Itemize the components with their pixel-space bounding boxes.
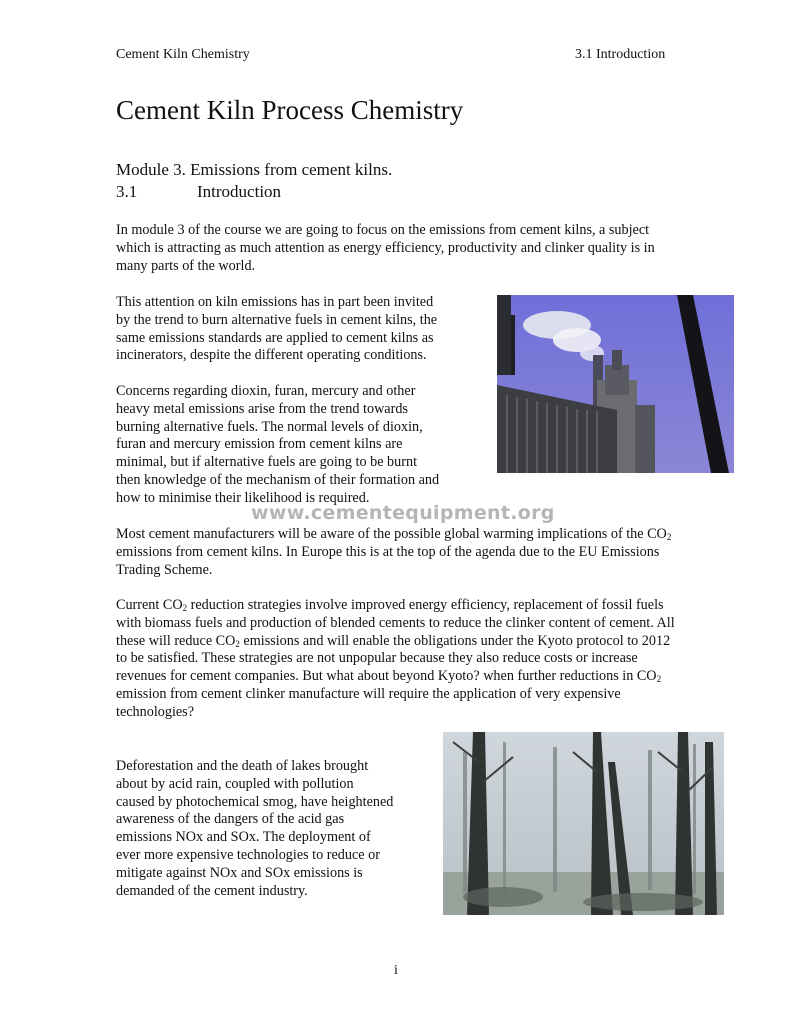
text-line: This attention on kiln emissions has in part been invited [116,294,434,310]
page-title: Cement Kiln Process Chemistry [116,95,464,125]
text-line: furan and mercury emission from cement kilns are [116,436,403,453]
cement-plant-photo [497,295,734,473]
subscript-2: 2 [235,638,240,649]
text-line: awareness of the dangers of the acid gas [116,811,345,828]
section-number: 3.1 [116,182,138,201]
paragraph-concerns [116,383,496,508]
section-title: Introduction [197,182,282,201]
text-line: burning alternative fuels. The normal levels of dioxin, [116,418,423,435]
watermark: www.cementequipment.org [251,502,555,524]
page-number: i [394,963,398,978]
running-header-left: Cement Kiln Chemistry [116,47,250,62]
text-line: incinerators, despite the different operating conditions. [116,347,427,364]
text-line: same emissions standards are applied to cement kilns as [116,329,434,346]
text-line: how to minimise their likelihood is required. [116,489,370,506]
paragraph-intro: In module 3 of the course we are going to focus on the emissions from cement kilns, a subject which is attracting as much attention as energy efficiency, productivity and clinker quality is in many parts of the world. [116,222,655,274]
subscript-2: 2 [666,532,672,542]
text-run: Most cement manufacturers will be aware of the possible global warming implications of the CO [116,526,667,542]
paragraph-attention [116,294,496,365]
text-line: ever more expensive technologies to reduce or [116,846,380,863]
paragraph-reduction-strategies [116,597,676,722]
dead-forest-photo [443,732,724,915]
text-run: reduction strategies involve improved energy efficiency, replacement of fossil fuels with biomass fuels and production of blended cements to reduce the clinker content of cement. All these will reduce CO [116,597,675,649]
paragraph-acid-rain [116,758,436,900]
subscript-2: 2 [656,674,662,685]
text-run: emissions and will enable the obligations under the Kyoto protocol to 2012 to be satisfied. These strategies are not unpopular because they also reduce costs or increase revenues for cement companies. But what about beyond Kyoto? when further reductions in CO [116,632,671,685]
text-line: then knowledge of the mechanism of their formation and [116,471,440,488]
text-line: minimal, but if alternative fuels are going to be burnt [116,454,418,471]
text-line: Deforestation and the death of lakes brought [116,758,369,774]
text-line: emissions NOx and SOx. The deployment of [116,829,371,846]
text-line: Concerns regarding dioxin, furan, mercury and other [116,383,416,399]
text-line: mitigate against NOx and SOx emissions is [116,864,363,881]
paragraph-global-warming [116,526,676,579]
text-run: Current CO [116,597,183,613]
subscript-2: 2 [182,603,188,613]
running-header-right: 3.1 Introduction [575,47,666,62]
text-run: emissions from cement kilns. In Europe this is at the top of the agenda due to the EU Emissions Trading Scheme. [116,543,660,578]
text-line: about by acid rain, coupled with pollution [116,775,354,792]
text-line: by the trend to burn alternative fuels in cement kilns, the [116,311,438,328]
text-line: demanded of the cement industry. [116,882,308,899]
text-run: emission from cement clinker manufacture will require the application of very expensive technologies? [116,685,621,720]
text-line: heavy metal emissions arise from the trend towards [116,400,408,417]
text-line: caused by photochemical smog, have heightened [116,793,394,810]
module-heading: Module 3. Emissions from cement kilns. [116,160,393,179]
